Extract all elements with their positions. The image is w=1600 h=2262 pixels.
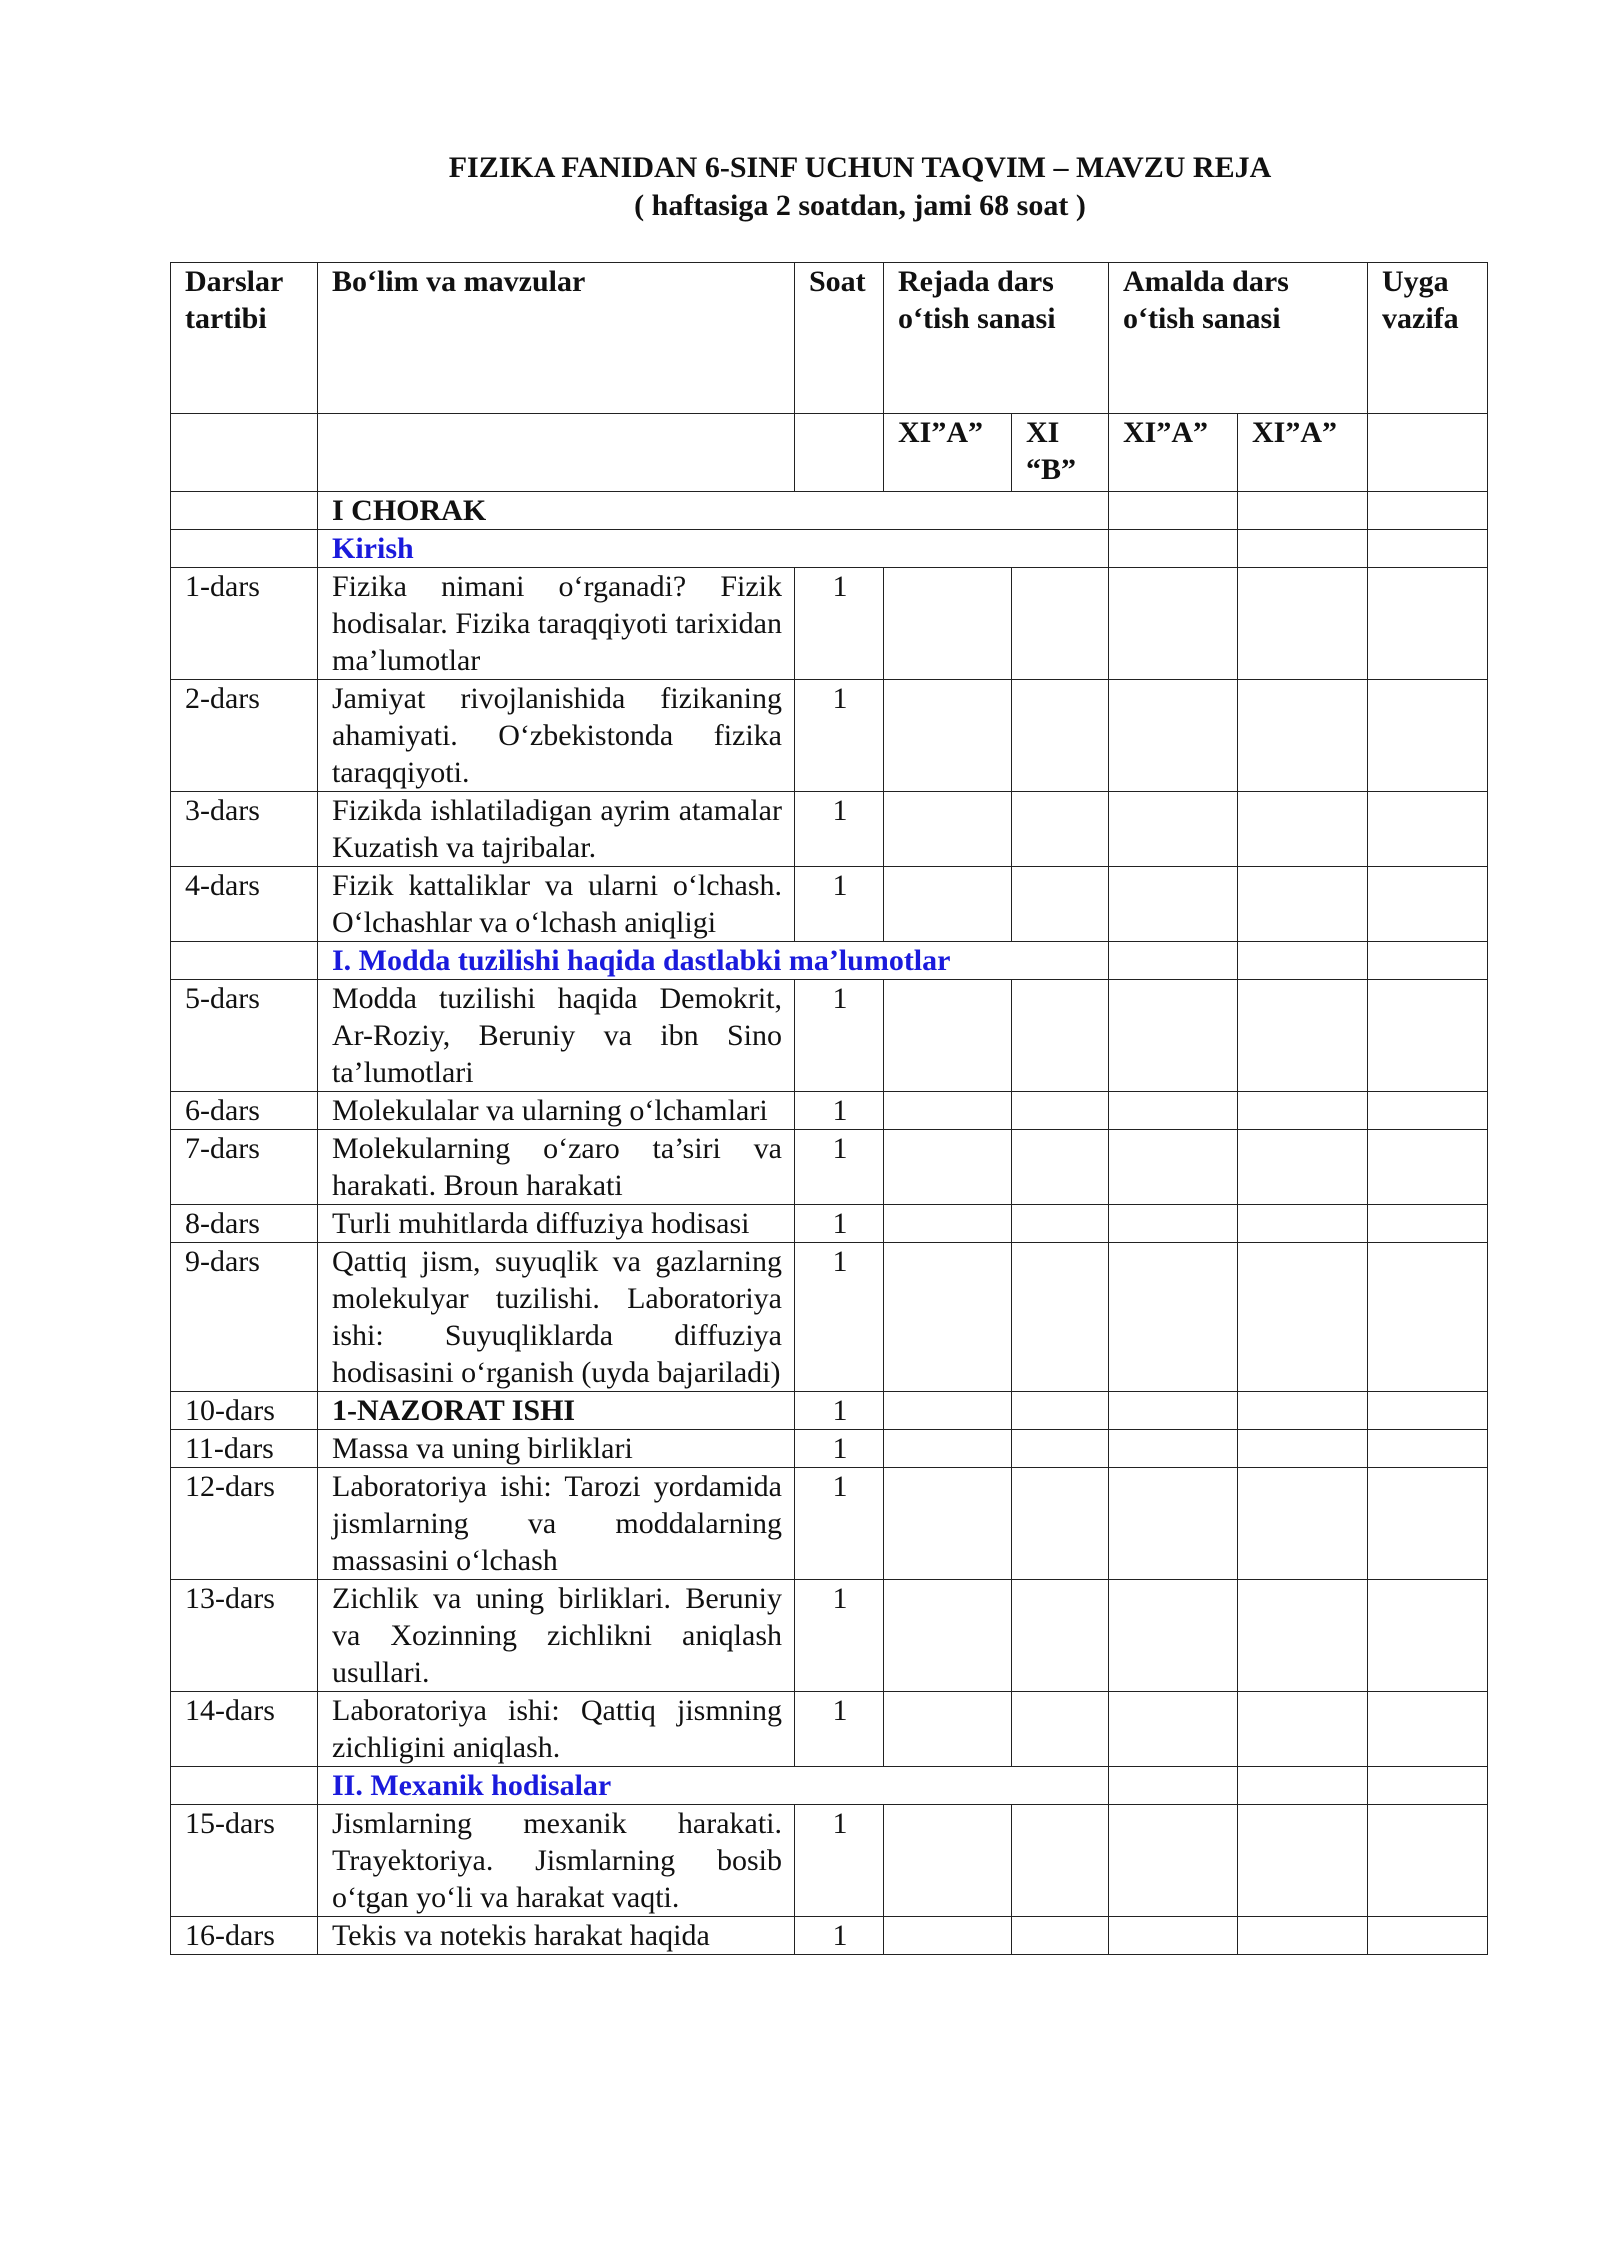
lesson-row — [171, 1392, 1488, 1430]
lesson-topic: Massa va uning birliklari — [318, 1430, 795, 1468]
lesson-number: 7-dars — [171, 1130, 318, 1205]
lesson-number: 14-dars — [171, 1692, 318, 1767]
section-empty-cell — [1109, 530, 1238, 568]
actual-date-a-cell — [1109, 568, 1238, 680]
section-empty-cell — [1109, 1767, 1238, 1805]
actual-date-a-cell — [1109, 1917, 1238, 1955]
subheader-planned-a: XI”A” — [884, 414, 1012, 492]
header-row — [171, 263, 1488, 414]
lesson-hours: 1 — [795, 1805, 884, 1917]
lesson-hours: 1 — [795, 1243, 884, 1392]
section-empty-cell — [1109, 492, 1238, 530]
lesson-number: 16-dars — [171, 1917, 318, 1955]
lesson-topic: 1-NAZORAT ISHI — [318, 1392, 795, 1430]
homework-cell — [1368, 568, 1488, 680]
lesson-row — [171, 1092, 1488, 1130]
homework-cell — [1368, 1243, 1488, 1392]
actual-date-a-cell — [1109, 1392, 1238, 1430]
section-title: Kirish — [318, 530, 1109, 568]
document-title: FIZIKA FANIDAN 6-SINF UCHUN TAQVIM – MAVZU REJA — [448, 151, 1272, 184]
planned-date-a-cell — [884, 1392, 1012, 1430]
subheader-empty — [795, 414, 884, 492]
planned-date-b-cell — [1012, 980, 1109, 1092]
actual-date-b-cell — [1238, 867, 1368, 942]
section-row — [171, 942, 1488, 980]
actual-date-a-cell — [1109, 1805, 1238, 1917]
lesson-row — [171, 1430, 1488, 1468]
actual-date-a-cell — [1109, 980, 1238, 1092]
planned-date-a-cell — [884, 1917, 1012, 1955]
lesson-topic: Modda tuzilishi haqida Demokrit, Ar-Roziy, Beruniy va ibn Sino ta’lumotlari — [318, 980, 795, 1092]
lesson-hours: 1 — [795, 1092, 884, 1130]
homework-cell — [1368, 680, 1488, 792]
actual-date-b-cell — [1238, 1205, 1368, 1243]
subheader-empty — [1368, 414, 1488, 492]
actual-date-b-cell — [1238, 1805, 1368, 1917]
lesson-number: 8-dars — [171, 1205, 318, 1243]
planned-date-a-cell — [884, 1205, 1012, 1243]
section-empty-cell — [1368, 530, 1488, 568]
subheader-row — [171, 414, 1488, 492]
planned-date-b-cell — [1012, 1205, 1109, 1243]
lesson-topic: Laboratoriya ishi: Qattiq jismning zichligini aniqlash. — [318, 1692, 795, 1767]
lesson-topic: Fizika nimani o‘rganadi? Fizik hodisalar. Fizika taraqqiyoti tarixidan ma’lumotlar — [318, 568, 795, 680]
section-row — [171, 492, 1488, 530]
planned-date-b-cell — [1012, 792, 1109, 867]
actual-date-a-cell — [1109, 1580, 1238, 1692]
lesson-topic: Fizik kattaliklar va ularni o‘lchash. O‘lchashlar va o‘lchash aniqligi — [318, 867, 795, 942]
planned-date-a-cell — [884, 680, 1012, 792]
header-actual-date: Amalda dars o‘tish sanasi — [1109, 263, 1368, 414]
planned-date-b-cell — [1012, 1392, 1109, 1430]
section-empty-cell — [1109, 942, 1238, 980]
actual-date-a-cell — [1109, 1243, 1238, 1392]
homework-cell — [1368, 1130, 1488, 1205]
actual-date-b-cell — [1238, 1430, 1368, 1468]
lesson-number: 5-dars — [171, 980, 318, 1092]
actual-date-b-cell — [1238, 1092, 1368, 1130]
section-title: I. Modda tuzilishi haqida dastlabki ma’lumotlar — [318, 942, 1109, 980]
planned-date-a-cell — [884, 1092, 1012, 1130]
lesson-hours: 1 — [795, 1392, 884, 1430]
homework-cell — [1368, 1468, 1488, 1580]
lesson-hours: 1 — [795, 1468, 884, 1580]
lesson-topic: Molekulalar va ularning o‘lchamlari — [318, 1092, 795, 1130]
lesson-topic: Tekis va notekis harakat haqida — [318, 1917, 795, 1955]
planned-date-b-cell — [1012, 1692, 1109, 1767]
lesson-row — [171, 1692, 1488, 1767]
lesson-number: 3-dars — [171, 792, 318, 867]
lesson-row — [171, 1130, 1488, 1205]
lesson-row — [171, 1205, 1488, 1243]
actual-date-b-cell — [1238, 680, 1368, 792]
lesson-number: 15-dars — [171, 1805, 318, 1917]
lesson-number: 6-dars — [171, 1092, 318, 1130]
planned-date-b-cell — [1012, 680, 1109, 792]
actual-date-a-cell — [1109, 867, 1238, 942]
homework-cell — [1368, 1392, 1488, 1430]
lesson-row — [171, 1243, 1488, 1392]
homework-cell — [1368, 1805, 1488, 1917]
actual-date-b-cell — [1238, 1392, 1368, 1430]
actual-date-a-cell — [1109, 1130, 1238, 1205]
section-row — [171, 1767, 1488, 1805]
subheader-empty — [318, 414, 795, 492]
actual-date-a-cell — [1109, 1468, 1238, 1580]
lesson-topic: Fizikda ishlatiladigan ayrim atamalar Kuzatish va tajribalar. — [318, 792, 795, 867]
lesson-number: 4-dars — [171, 867, 318, 942]
homework-cell — [1368, 1580, 1488, 1692]
header-order: Darslar tartibi — [171, 263, 318, 414]
subheader-empty — [171, 414, 318, 492]
actual-date-a-cell — [1109, 1205, 1238, 1243]
lesson-topic: Laboratoriya ishi: Tarozi yordamida jismlarning va moddalarning massasini o‘lchash — [318, 1468, 795, 1580]
lesson-number: 2-dars — [171, 680, 318, 792]
lesson-hours: 1 — [795, 1205, 884, 1243]
lesson-hours: 1 — [795, 792, 884, 867]
actual-date-b-cell — [1238, 1580, 1368, 1692]
lesson-hours: 1 — [795, 680, 884, 792]
subheader-actual-b: XI”A” — [1238, 414, 1368, 492]
lesson-topic: Turli muhitlarda diffuziya hodisasi — [318, 1205, 795, 1243]
actual-date-a-cell — [1109, 1092, 1238, 1130]
lesson-number: 11-dars — [171, 1430, 318, 1468]
lesson-row — [171, 568, 1488, 680]
planned-date-a-cell — [884, 568, 1012, 680]
planned-date-a-cell — [884, 1692, 1012, 1767]
actual-date-b-cell — [1238, 792, 1368, 867]
lesson-number: 13-dars — [171, 1580, 318, 1692]
lesson-topic: Qattiq jism, suyuqlik va gazlarning molekulyar tuzilishi. Laboratoriya ishi: Suyuqliklarda diffuziya hodisasini o‘rganish (uyda bajariladi) — [318, 1243, 795, 1392]
homework-cell — [1368, 1692, 1488, 1767]
section-empty-cell — [1368, 492, 1488, 530]
planned-date-b-cell — [1012, 1243, 1109, 1392]
homework-cell — [1368, 1430, 1488, 1468]
planned-date-b-cell — [1012, 1805, 1109, 1917]
section-order-cell — [171, 530, 318, 568]
lesson-hours: 1 — [795, 1430, 884, 1468]
section-empty-cell — [1368, 942, 1488, 980]
section-empty-cell — [1238, 1767, 1368, 1805]
lesson-hours: 1 — [795, 980, 884, 1092]
actual-date-b-cell — [1238, 1917, 1368, 1955]
lesson-topic: Jamiyat rivojlanishida fizikaning ahamiyati. O‘zbekistonda fizika taraqqiyoti. — [318, 680, 795, 792]
planned-date-a-cell — [884, 980, 1012, 1092]
actual-date-b-cell — [1238, 568, 1368, 680]
planned-date-b-cell — [1012, 1580, 1109, 1692]
section-title: I CHORAK — [318, 492, 1109, 530]
lesson-topic: Molekularning o‘zaro ta’siri va harakati. Broun harakati — [318, 1130, 795, 1205]
section-empty-cell — [1238, 530, 1368, 568]
lesson-hours: 1 — [795, 1130, 884, 1205]
lesson-row — [171, 980, 1488, 1092]
section-empty-cell — [1238, 492, 1368, 530]
section-empty-cell — [1238, 942, 1368, 980]
actual-date-a-cell — [1109, 1692, 1238, 1767]
header-hours: Soat — [795, 263, 884, 414]
planned-date-b-cell — [1012, 867, 1109, 942]
actual-date-b-cell — [1238, 1243, 1368, 1392]
planned-date-a-cell — [884, 792, 1012, 867]
actual-date-a-cell — [1109, 680, 1238, 792]
homework-cell — [1368, 1205, 1488, 1243]
lesson-row — [171, 792, 1488, 867]
lesson-row — [171, 680, 1488, 792]
header-topics: Bo‘lim va mavzular — [318, 263, 795, 414]
lesson-hours: 1 — [795, 1692, 884, 1767]
lesson-number: 1-dars — [171, 568, 318, 680]
planned-date-b-cell — [1012, 1430, 1109, 1468]
actual-date-a-cell — [1109, 792, 1238, 867]
planned-date-a-cell — [884, 1468, 1012, 1580]
section-title: II. Mexanik hodisalar — [318, 1767, 1109, 1805]
homework-cell — [1368, 980, 1488, 1092]
lesson-number: 12-dars — [171, 1468, 318, 1580]
lesson-row — [171, 1917, 1488, 1955]
section-empty-cell — [1368, 1767, 1488, 1805]
actual-date-b-cell — [1238, 980, 1368, 1092]
header-homework: Uyga vazifa — [1368, 263, 1488, 414]
document-subtitle: ( haftasiga 2 soatdan, jami 68 soat ) — [634, 189, 1086, 222]
homework-cell — [1368, 1092, 1488, 1130]
lesson-hours: 1 — [795, 568, 884, 680]
planned-date-a-cell — [884, 1243, 1012, 1392]
lesson-hours: 1 — [795, 867, 884, 942]
planned-date-a-cell — [884, 1805, 1012, 1917]
planned-date-a-cell — [884, 1580, 1012, 1692]
lesson-row — [171, 1468, 1488, 1580]
lesson-topic: Zichlik va uning birliklari. Beruniy va Xozinning zichlikni aniqlash usullari. — [318, 1580, 795, 1692]
planned-date-b-cell — [1012, 568, 1109, 680]
actual-date-b-cell — [1238, 1692, 1368, 1767]
planned-date-a-cell — [884, 867, 1012, 942]
planned-date-a-cell — [884, 1130, 1012, 1205]
actual-date-b-cell — [1238, 1130, 1368, 1205]
lesson-plan-table — [170, 262, 1488, 1955]
planned-date-b-cell — [1012, 1917, 1109, 1955]
lesson-plan-body — [171, 492, 1488, 1955]
section-row — [171, 530, 1488, 568]
section-order-cell — [171, 1767, 318, 1805]
lesson-number: 10-dars — [171, 1392, 318, 1430]
lesson-row — [171, 867, 1488, 942]
section-order-cell — [171, 492, 318, 530]
subheader-planned-b: XI “B” — [1012, 414, 1109, 492]
planned-date-a-cell — [884, 1430, 1012, 1468]
homework-cell — [1368, 792, 1488, 867]
subheader-actual-a: XI”A” — [1109, 414, 1238, 492]
lesson-topic: Jismlarning mexanik harakati. Trayektoriya. Jismlarning bosib o‘tgan yo‘li va harakat vaqti. — [318, 1805, 795, 1917]
planned-date-b-cell — [1012, 1092, 1109, 1130]
homework-cell — [1368, 867, 1488, 942]
lesson-number: 9-dars — [171, 1243, 318, 1392]
homework-cell — [1368, 1917, 1488, 1955]
actual-date-a-cell — [1109, 1430, 1238, 1468]
header-planned-date: Rejada dars o‘tish sanasi — [884, 263, 1109, 414]
actual-date-b-cell — [1238, 1468, 1368, 1580]
lesson-row — [171, 1580, 1488, 1692]
planned-date-b-cell — [1012, 1468, 1109, 1580]
section-order-cell — [171, 942, 318, 980]
lesson-row — [171, 1805, 1488, 1917]
planned-date-b-cell — [1012, 1130, 1109, 1205]
lesson-hours: 1 — [795, 1917, 884, 1955]
lesson-hours: 1 — [795, 1580, 884, 1692]
